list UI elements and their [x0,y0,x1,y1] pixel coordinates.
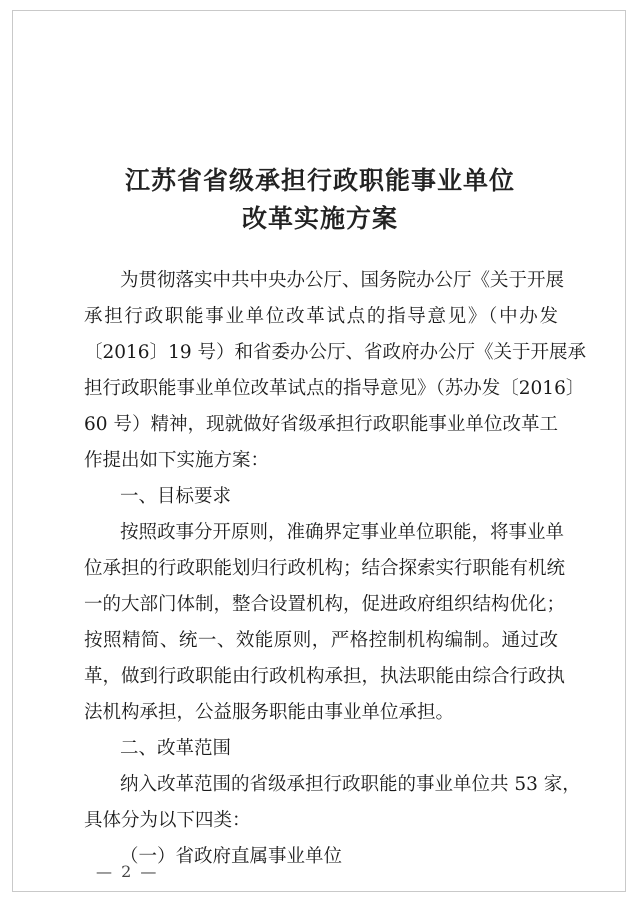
body-line: 具体分为以下四类： [84,810,251,831]
section-heading: 二、改革范围 [120,738,232,759]
body-line: 担行政职能事业单位改革试点的指导意见》（苏办发〔2016〕 [84,378,585,399]
body-line: 纳入改革范围的省级承担行政职能的事业单位共 53 家， [120,774,581,795]
section-heading: 一、目标要求 [120,486,232,507]
body-line: 作提出如下实施方案： [84,450,270,471]
page-number: — 2 — [96,862,159,881]
body-line: 按照政事分开原则，准确界定事业单位职能，将事业单 [120,522,565,543]
body-line: 60 号）精神，现就做好省级承担行政职能事业单位改革工 [84,414,558,435]
body-line: 按照精简、统一、效能原则，严格控制机构编制。通过改 [84,630,558,651]
body-line: 位承担的行政职能划归行政机构；结合探索实行职能有机统 [84,558,566,579]
body-line: 〔2016〕19 号）和省委办公厅、省政府办公厅《关于开展承 [84,342,587,363]
body-line: 承担行政职能事业单位改革试点的指导意见》（中办发 [84,306,558,327]
subsection-heading: （一）省政府直属事业单位 [120,846,343,867]
body-line: 为贯彻落实中共中央办公厅、国务院办公厅《关于开展 [120,270,565,291]
document-title-line-1: 江苏省省级承担行政职能事业单位 [124,166,515,195]
document-title-line-2: 改革实施方案 [241,204,398,233]
body-line: 一的大部门体制，整合设置机构，促进政府组织结构优化； [84,594,566,615]
body-line: 革，做到行政职能由行政机构承担，执法职能由综合行政执 [84,666,566,687]
body-line: 法机构承担，公益服务职能由事业单位承担。 [84,702,455,723]
